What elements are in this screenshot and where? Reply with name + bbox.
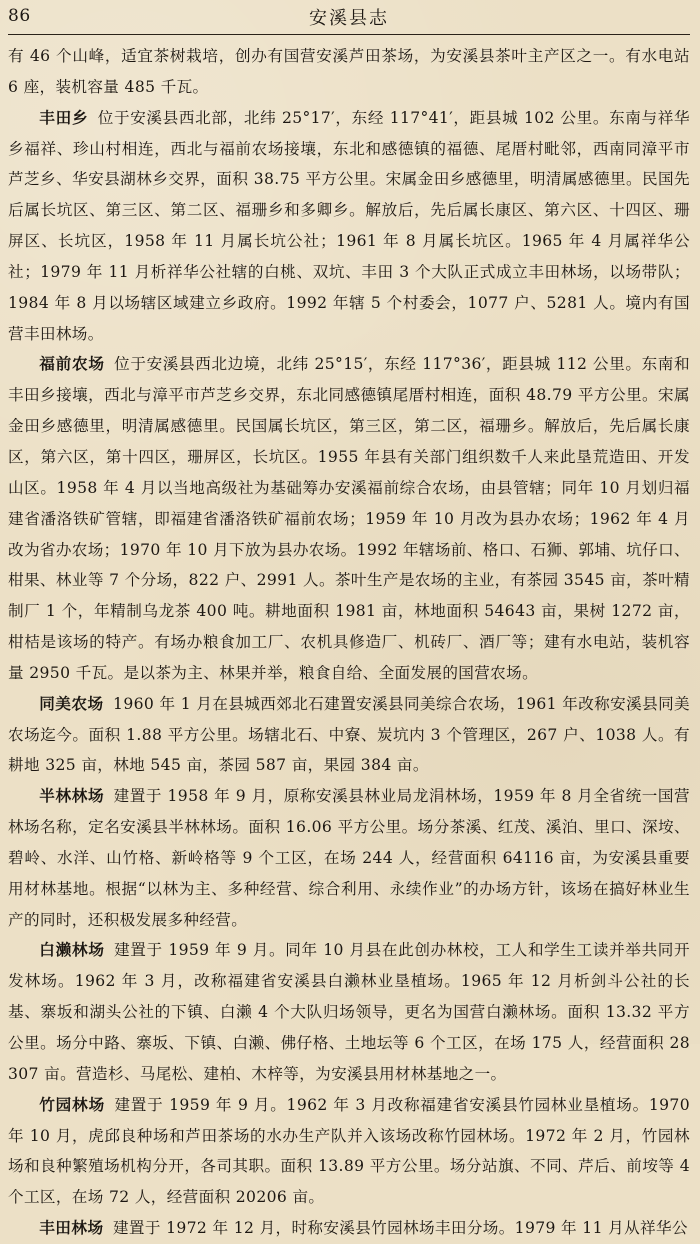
- entry-text: 建置于 1958 年 9 月，原称安溪县林业局龙涓林场，1959 年 8 月全省统一国营林场名称，定名安溪县半林林场。面积 16.06 平方公里。场分茶溪、红茂、溪泊、里口、深垵、碧岭、水洋、山竹格、新岭格等 9 个工区，在场 244 人，经营面积 64116 亩，为安溪县重要用材林基地。根据“以林为主、多种经营、综合利用、永续作业”的办场方针，该场在搞好林业生产的同时，还积极发展多种经营。: [8, 787, 690, 929]
- entry-title: 福前农场: [39, 355, 105, 374]
- entry-banlin-forest-farm: [8, 781, 690, 935]
- entry-title: 同美农场: [39, 694, 104, 713]
- entry-text: 1960 年 1 月在县城西郊北石建置安溪县同美综合农场，1961 年改称安溪县同美农场迄今。面积 1.88 平方公里。场辖北石、中寮、炭坑内 3 个管理区，267 户、1038 人。有耕地 325 亩，林地 545 亩，茶园 587 亩，果园 384 亩。: [8, 694, 690, 775]
- entry-text: 建置于 1959 年 9 月。1962 年 3 月改称福建省安溪县竹园林业垦植场。1970 年 10 月，虎邱良种场和芦田茶场的水办生产队并入该场改称竹园林场。1972 年 2 月，竹园林场和良种繁殖场机构分开，各司其职。面积 13.89 平方公里。场分站旗、不同、芹后、前垵等 4 个工区，在场 72 人，经营面积 20206 亩。: [8, 1095, 690, 1207]
- entry-title: 丰田乡: [39, 108, 89, 127]
- entry-tongmei-farm: [8, 689, 690, 782]
- entry-text: 建置于 1959 年 9 月。同年 10 月县在此创办林校，工人和学生工读并举共同开发林场。1962 年 3 月，改称福建省安溪县白濑林业垦植场。1965 年 12 月析剑斗公社的长基、寨坂和湖头公社的下镇、白濑 4 个大队归场领导，更名为国营白濑林场。面积 13.32 平方公里。场分中路、寨坂、下镇、白濑、佛仔格、土地坛等 6 个工区，在场 175 人，经营面积 28307 亩。营造杉、马尾松、建柏、木梓等，为安溪县用材林基地之一。: [8, 941, 690, 1083]
- entry-text: 建置于 1972 年 12 月，时称安溪县竹园林场丰田分场。1979 年 11 月从祥华公: [112, 1219, 688, 1238]
- page-body: [8, 35, 690, 1244]
- page-number: 86: [8, 6, 31, 26]
- entry-fengtian-forest-farm: [8, 1213, 690, 1244]
- entry-title: 半林林场: [39, 787, 105, 806]
- page-header: [8, 0, 690, 35]
- entry-fuqian-farm: [8, 349, 690, 688]
- entry-fengtian-township: [8, 103, 690, 350]
- entry-bailai-forest-farm: [8, 935, 690, 1089]
- paragraph-text: 有 46 个山峰，适宜茶树栽培，创办有国营安溪芦田茶场，为安溪县茶叶主产区之一。有水电站 6 座，装机容量 485 千瓦。: [8, 47, 690, 96]
- entry-zhuyuan-forest-farm: [8, 1090, 690, 1213]
- entry-text: 位于安溪县西北部，北纬 25°17′，东经 117°41′，距县城 102 公里。东南与祥华乡福祥、珍山村相连，西北与福前农场接壤，东北和感德镇的福德、尾厝村毗邻，西南同漳平市芦芝乡、华安县湖林乡交界，面积 38.75 平方公里。宋属金田乡感德里，明清属感德里。民国先后属长坑区、第三区、第二区、福珊乡和多卿乡。解放后，先后属长康区、第六区、十四区、珊屏区、长坑区，1958 年 11 月属长坑公社；1961 年 8 月属长坑区。1965 年 4 月属祥华公社；1979 年 11 月析祥华公社辖的白桃、双坑、丰田 3 个大队正式成立丰田林场，以场带队；1984 年 8 月以场辖区域建立乡政府。1992 年辖 5 个村委会，1077 户、5281 人。境内有国营丰田林场。: [8, 108, 690, 343]
- entry-title: 竹园林场: [39, 1095, 106, 1114]
- entry-title: 白濑林场: [39, 941, 105, 960]
- paragraph-continuation: [8, 41, 690, 103]
- entry-title: 丰田林场: [39, 1219, 104, 1238]
- entry-text: 位于安溪县西北边境，北纬 25°15′，东经 117°36′，距县城 112 公里。东南和丰田乡接壤，西北与漳平市芦芝乡交界，东北同感德镇尾厝村相连，面积 48.79 平方公里。宋属金田乡感德里，明清属感德里。民国属长坑区，第三区，第二区，福珊乡。解放后，先后属长康区，第六区，第十四区，珊屏区，长坑区。1955 年县有关部门组织数千人来此垦荒造田、开发山区。1958 年 4 月以当地高级社为基础筹办安溪福前综合农场，由县管辖；同年 10 月划归福建省潘洛铁矿管辖，即福建省潘洛铁矿福前农场；1959 年 10 月改为县办农场；1962 年 4 月改为省办农场；1970 年 10 月下放为县办农场。1992 年辖场前、格口、石狮、郭埔、坑仔口、柑果、林业等 7 个分场，822 户、2991 人。茶叶生产是农场的主业，有茶园 3545 亩，茶叶精制厂 1 个，年精制乌龙茶 400 吨。耕地面积 1981 亩，林地面积 54643 亩，果树 1272 亩，柑桔是该场的特产。有场办粮食加工厂、农机具修造厂、机砖厂、酒厂等；建有水电站，装机容量 2950 千瓦。是以茶为主、林果并举，粮食自给、全面发展的国营农场。: [8, 355, 690, 682]
- running-title: 安溪县志: [309, 8, 389, 29]
